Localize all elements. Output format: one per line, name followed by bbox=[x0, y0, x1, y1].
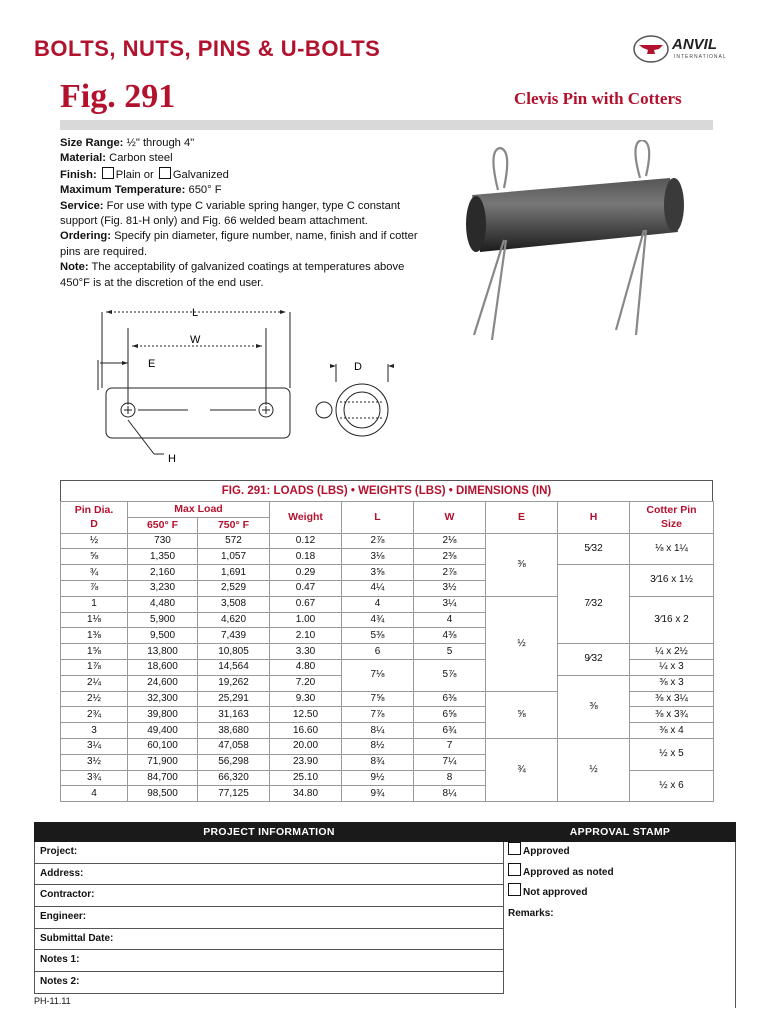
cell-load-650: 71,900 bbox=[128, 754, 198, 770]
anvil-icon bbox=[632, 34, 670, 64]
cell-weight: 12.50 bbox=[270, 707, 342, 723]
cell-H: 9⁄32 bbox=[558, 644, 630, 676]
finish-label: Finish: bbox=[60, 168, 97, 181]
cell-pin-dia: 1⅜ bbox=[61, 628, 128, 644]
cell-load-650: 24,600 bbox=[128, 675, 198, 691]
cell-pin-dia: 1⅞ bbox=[61, 659, 128, 675]
product-name: Clevis Pin with Cotters bbox=[514, 89, 682, 108]
cell-L: 6 bbox=[342, 644, 414, 660]
cell-weight: 23.90 bbox=[270, 754, 342, 770]
approved-as-noted-label: Approved as noted bbox=[523, 866, 614, 878]
col-E: E bbox=[486, 502, 558, 534]
cell-W: 7 bbox=[414, 738, 486, 754]
col-max-load: Max Load bbox=[128, 502, 270, 518]
approval-header: APPROVAL STAMP bbox=[504, 822, 736, 842]
figure-number: Fig. 291 bbox=[60, 78, 176, 115]
cell-E: ¾ bbox=[486, 738, 558, 801]
cell-L: 3⅝ bbox=[342, 565, 414, 581]
cell-W: 3¼ bbox=[414, 596, 486, 612]
cell-load-650: 3,230 bbox=[128, 580, 198, 596]
cell-weight: 3.30 bbox=[270, 644, 342, 660]
cell-load-650: 84,700 bbox=[128, 770, 198, 786]
cell-load-650: 5,900 bbox=[128, 612, 198, 628]
cell-pin-dia: 2¾ bbox=[61, 707, 128, 723]
cell-L: 3⅛ bbox=[342, 549, 414, 565]
dim-D: D bbox=[354, 361, 362, 373]
cell-load-650: 60,100 bbox=[128, 738, 198, 754]
cell-load-750: 47,058 bbox=[198, 738, 270, 754]
cell-pin-dia: 3½ bbox=[61, 754, 128, 770]
cell-load-750: 31,163 bbox=[198, 707, 270, 723]
cell-W: 3½ bbox=[414, 580, 486, 596]
dim-H: H bbox=[168, 453, 176, 465]
cell-cotter: 3⁄16 x 1½ bbox=[630, 565, 714, 597]
cell-L: 9½ bbox=[342, 770, 414, 786]
cell-L: 8¾ bbox=[342, 754, 414, 770]
cell-load-750: 25,291 bbox=[198, 691, 270, 707]
submittal-date-field[interactable]: Submittal Date: bbox=[35, 929, 503, 951]
cell-L: 4 bbox=[342, 596, 414, 612]
col-W: W bbox=[414, 502, 486, 534]
cell-W: 5⅞ bbox=[414, 659, 486, 691]
max-temp-value: 650° F bbox=[185, 184, 222, 197]
cell-weight: 0.18 bbox=[270, 549, 342, 565]
brand-name: ANVIL bbox=[672, 36, 717, 53]
cell-load-750: 1,691 bbox=[198, 565, 270, 581]
cell-load-750: 19,262 bbox=[198, 675, 270, 691]
cell-pin-dia: 4 bbox=[61, 786, 128, 802]
cell-weight: 0.12 bbox=[270, 533, 342, 549]
cell-L: 8½ bbox=[342, 738, 414, 754]
cell-load-750: 3,508 bbox=[198, 596, 270, 612]
dim-L: L bbox=[192, 307, 199, 319]
cell-H: ½ bbox=[558, 738, 630, 801]
cell-pin-dia: 1 bbox=[61, 596, 128, 612]
cell-load-750: 38,680 bbox=[198, 723, 270, 739]
table-row bbox=[61, 644, 714, 660]
cell-W: 4 bbox=[414, 612, 486, 628]
cell-weight: 0.47 bbox=[270, 580, 342, 596]
material-value: Carbon steel bbox=[106, 152, 173, 165]
table-title: FIG. 291: LOADS (LBS) • WEIGHTS (LBS) • DIMENSIONS (IN) bbox=[60, 480, 713, 501]
cell-H: ⅜ bbox=[558, 675, 630, 738]
note-label: Note: bbox=[60, 261, 89, 274]
not-approved-label: Not approved bbox=[523, 887, 588, 899]
col-650: 650° F bbox=[128, 517, 198, 533]
cell-load-650: 2,160 bbox=[128, 565, 198, 581]
cell-pin-dia: 3¾ bbox=[61, 770, 128, 786]
cell-cotter: ¼ x 2½ bbox=[630, 644, 714, 660]
cell-load-750: 1,057 bbox=[198, 549, 270, 565]
galvanized-checkbox[interactable] bbox=[159, 167, 171, 179]
size-range-label: Size Range: bbox=[60, 137, 124, 149]
cell-load-650: 13,800 bbox=[128, 644, 198, 660]
loads-table bbox=[60, 480, 713, 802]
cell-weight: 7.20 bbox=[270, 675, 342, 691]
engineer-field[interactable]: Engineer: bbox=[35, 907, 503, 929]
cell-E: ½ bbox=[486, 596, 558, 691]
dimension-drawing bbox=[80, 300, 420, 470]
note-value: The acceptability of galvanized coatings at temperatures above 450°F is at the discretion of the end user. bbox=[60, 261, 405, 289]
notes1-field[interactable]: Notes 1: bbox=[35, 950, 503, 972]
cell-weight: 0.29 bbox=[270, 565, 342, 581]
cell-pin-dia: 1⅝ bbox=[61, 644, 128, 660]
cell-weight: 34.80 bbox=[270, 786, 342, 802]
header-divider bbox=[60, 120, 713, 130]
cell-pin-dia: 2¼ bbox=[61, 675, 128, 691]
cell-pin-dia: ⅞ bbox=[61, 580, 128, 596]
cell-W: 6⅜ bbox=[414, 691, 486, 707]
col-750: 750° F bbox=[198, 517, 270, 533]
cell-W: 2⅞ bbox=[414, 565, 486, 581]
cell-cotter: ⅜ x 3¼ bbox=[630, 691, 714, 707]
size-range-value: ½" through 4" bbox=[123, 137, 195, 149]
cell-pin-dia: ⅝ bbox=[61, 549, 128, 565]
ordering-label: Ordering: bbox=[60, 230, 111, 243]
cell-pin-dia: 3¼ bbox=[61, 738, 128, 754]
cell-load-750: 7,439 bbox=[198, 628, 270, 644]
cell-weight: 4.80 bbox=[270, 659, 342, 675]
cell-load-750: 56,298 bbox=[198, 754, 270, 770]
cell-pin-dia: ¾ bbox=[61, 565, 128, 581]
cell-cotter: ½ x 5 bbox=[630, 738, 714, 770]
cell-cotter: ⅜ x 4 bbox=[630, 723, 714, 739]
approved-label: Approved bbox=[523, 846, 570, 857]
approved-as-noted-checkbox[interactable] bbox=[508, 863, 521, 876]
project-info-header: PROJECT INFORMATION bbox=[34, 822, 504, 842]
cell-cotter: 3⁄16 x 2 bbox=[630, 596, 714, 643]
cell-L: 2⅞ bbox=[342, 533, 414, 549]
page-title: BOLTS, NUTS, PINS & U-BOLTS bbox=[34, 36, 381, 61]
cell-load-650: 98,500 bbox=[128, 786, 198, 802]
cell-load-750: 10,805 bbox=[198, 644, 270, 660]
cell-weight: 1.00 bbox=[270, 612, 342, 628]
cell-weight: 16.60 bbox=[270, 723, 342, 739]
brand-sub: INTERNATIONAL bbox=[674, 54, 727, 60]
dim-E: E bbox=[148, 358, 156, 370]
project-field[interactable]: Project: bbox=[35, 842, 503, 864]
col-pin-dia: Pin Dia. D bbox=[61, 502, 128, 534]
cell-load-750: 2,529 bbox=[198, 580, 270, 596]
cell-E: ⅜ bbox=[486, 533, 558, 596]
cell-cotter: ⅛ x 1¼ bbox=[630, 533, 714, 565]
project-information bbox=[34, 822, 504, 994]
cell-L: 5⅜ bbox=[342, 628, 414, 644]
cell-load-650: 9,500 bbox=[128, 628, 198, 644]
cell-pin-dia: 1⅛ bbox=[61, 612, 128, 628]
cell-L: 4¾ bbox=[342, 612, 414, 628]
cell-weight: 20.00 bbox=[270, 738, 342, 754]
cell-load-650: 49,400 bbox=[128, 723, 198, 739]
approved-checkbox[interactable] bbox=[508, 842, 521, 855]
cell-W: 4⅜ bbox=[414, 628, 486, 644]
material-label: Material: bbox=[60, 152, 107, 165]
table-row bbox=[61, 738, 714, 754]
cell-W: 6¾ bbox=[414, 723, 486, 739]
max-temp-label: Maximum Temperature: bbox=[60, 184, 186, 197]
plain-checkbox[interactable] bbox=[102, 167, 114, 179]
cell-load-750: 66,320 bbox=[198, 770, 270, 786]
approval-stamp bbox=[504, 822, 736, 1008]
remarks-field[interactable]: Remarks: bbox=[508, 908, 554, 920]
cell-H: 7⁄32 bbox=[558, 565, 630, 644]
cell-L: 9¾ bbox=[342, 786, 414, 802]
cell-pin-dia: 2½ bbox=[61, 691, 128, 707]
finish-plain: Plain or bbox=[115, 168, 154, 181]
col-L: L bbox=[342, 502, 414, 534]
cell-weight: 25.10 bbox=[270, 770, 342, 786]
cell-load-650: 730 bbox=[128, 533, 198, 549]
cell-L: 7⅝ bbox=[342, 691, 414, 707]
spec-block bbox=[60, 136, 420, 291]
finish-galvanized: Galvanized bbox=[172, 168, 229, 181]
cell-pin-dia: 3 bbox=[61, 723, 128, 739]
cell-load-750: 14,564 bbox=[198, 659, 270, 675]
cell-pin-dia: ½ bbox=[61, 533, 128, 549]
cell-load-650: 1,350 bbox=[128, 549, 198, 565]
cell-W: 5 bbox=[414, 644, 486, 660]
cell-W: 6⅝ bbox=[414, 707, 486, 723]
service-label: Service: bbox=[60, 199, 104, 212]
cell-W: 2⅜ bbox=[414, 549, 486, 565]
table-body bbox=[61, 533, 714, 802]
cell-cotter: ¼ x 3 bbox=[630, 659, 714, 675]
cell-W: 7¼ bbox=[414, 754, 486, 770]
address-field[interactable]: Address: bbox=[35, 864, 503, 886]
ordering-value: Specify pin diameter, figure number, name, finish and if cotter pins are required. bbox=[60, 230, 418, 258]
col-H: H bbox=[558, 502, 630, 534]
cell-weight: 2.10 bbox=[270, 628, 342, 644]
cell-cotter: ⅜ x 3¾ bbox=[630, 707, 714, 723]
cell-L: 7⅛ bbox=[342, 659, 414, 691]
cell-W: 8¼ bbox=[414, 786, 486, 802]
cell-load-650: 4,480 bbox=[128, 596, 198, 612]
cell-H: 5⁄32 bbox=[558, 533, 630, 565]
cell-weight: 0.67 bbox=[270, 596, 342, 612]
cell-load-650: 39,800 bbox=[128, 707, 198, 723]
cell-load-650: 18,600 bbox=[128, 659, 198, 675]
not-approved-checkbox[interactable] bbox=[508, 883, 521, 896]
table-row bbox=[61, 533, 714, 549]
cell-L: 4¼ bbox=[342, 580, 414, 596]
col-weight: Weight bbox=[270, 502, 342, 534]
cell-L: 8¼ bbox=[342, 723, 414, 739]
contractor-field[interactable]: Contractor: bbox=[35, 885, 503, 907]
cell-load-650: 32,300 bbox=[128, 691, 198, 707]
cell-load-750: 77,125 bbox=[198, 786, 270, 802]
table-row bbox=[61, 565, 714, 581]
cell-E: ⅝ bbox=[486, 691, 558, 738]
dim-W: W bbox=[190, 334, 201, 346]
anvil-logo bbox=[632, 34, 742, 64]
clevis-pin-photo bbox=[440, 140, 690, 350]
cell-weight: 9.30 bbox=[270, 691, 342, 707]
cell-cotter: ½ x 6 bbox=[630, 770, 714, 802]
service-value: For use with type C variable spring hanger, type C constant support (Fig. 81-H only) and Fig. 66 welded beam attachment. bbox=[60, 199, 401, 228]
cell-L: 7⅞ bbox=[342, 707, 414, 723]
cell-load-750: 572 bbox=[198, 533, 270, 549]
cell-load-750: 4,620 bbox=[198, 612, 270, 628]
cell-cotter: ⅜ x 3 bbox=[630, 675, 714, 691]
cell-W: 8 bbox=[414, 770, 486, 786]
notes2-field[interactable]: Notes 2: bbox=[35, 972, 503, 994]
cell-W: 2⅛ bbox=[414, 533, 486, 549]
col-cotter: Cotter Pin Size bbox=[630, 502, 714, 534]
page-code: PH-11.11 bbox=[34, 996, 71, 1006]
